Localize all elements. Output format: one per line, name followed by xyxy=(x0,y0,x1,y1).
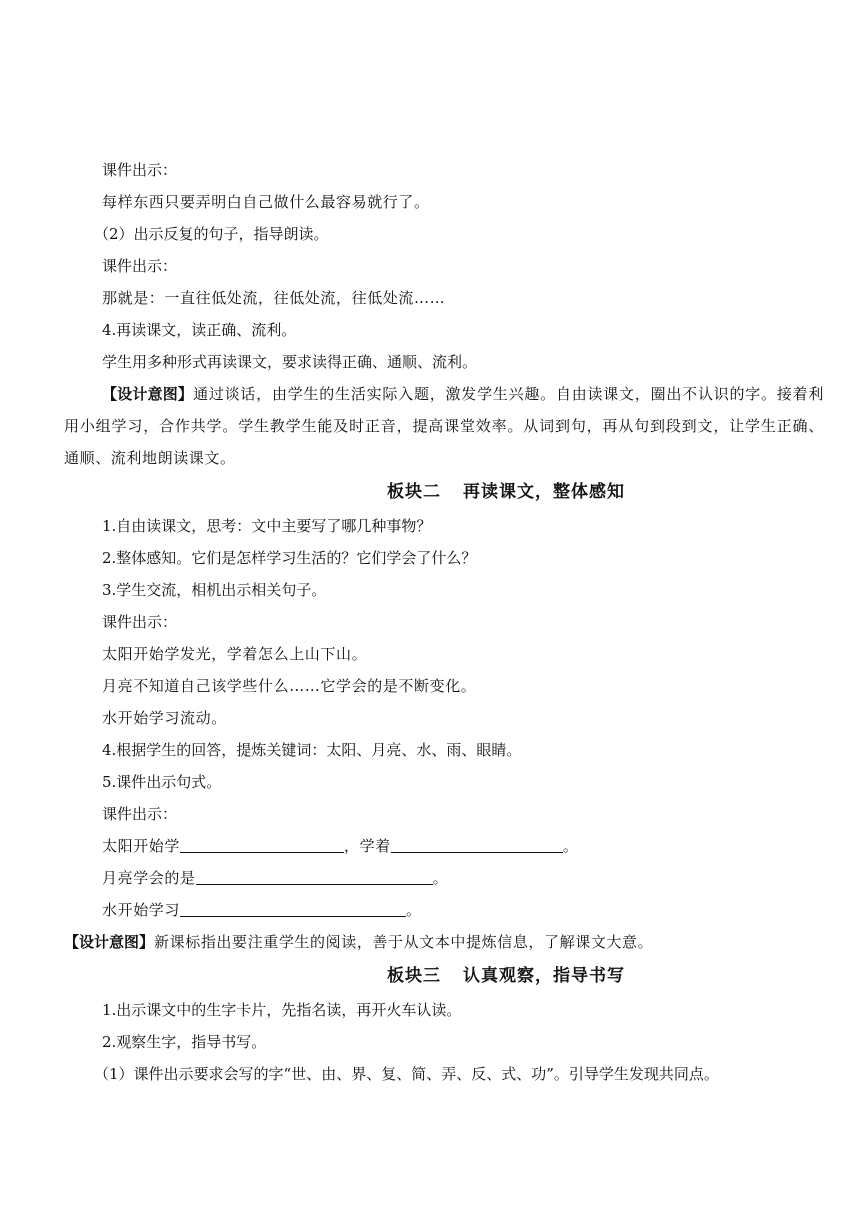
design-intent-paragraph xyxy=(64,378,824,474)
section-heading-3 xyxy=(64,958,824,994)
courseware-text: 太阳开始学发光，学着怎么上山下山。 xyxy=(102,645,368,663)
fill-blank xyxy=(180,902,406,917)
text-paragraph: （1）课件出示要求会写的字“世、由、界、复、简、弄、反、式、功”。引导学生发现共同点。 xyxy=(94,1065,719,1083)
design-intent-text: 新课标指出要注重学生的阅读，善于从文本中提炼信息，了解课文大意。 xyxy=(154,933,654,951)
section-title: 再读课文，整体感知 xyxy=(463,482,625,502)
courseware-text: 那就是：一直往低处流，往低处流，往低处流…… xyxy=(102,289,446,307)
section-title: 认真观察，指导书写 xyxy=(463,966,625,986)
fill-in-line xyxy=(64,830,824,862)
courseware-text: 月亮不知道自己该学些什么……它学会的是不断变化。 xyxy=(102,677,477,695)
text-line: 课件出示： xyxy=(102,805,178,823)
text-line: 课件出示： xyxy=(102,161,178,179)
design-intent-paragraph xyxy=(64,926,824,958)
text-line: 5.课件出示句式。 xyxy=(102,773,222,791)
text-line: 4.根据学生的回答，提炼关键词：太阳、月亮、水、雨、眼睛。 xyxy=(102,741,522,759)
fill-prefix: 水开始学习 xyxy=(102,901,181,919)
document-body xyxy=(64,154,824,1090)
fill-blank xyxy=(180,838,344,853)
fill-suffix: 。 xyxy=(562,837,579,855)
text-line: （2）出示反复的句子，指导朗读。 xyxy=(94,225,329,243)
design-intent-tag: 【设计意图】 xyxy=(102,385,194,403)
text-line: 课件出示： xyxy=(102,613,178,631)
section-label: 板块三 xyxy=(387,966,441,986)
text-line: 4.再读课文，读正确、流利。 xyxy=(102,321,297,339)
section-label: 板块二 xyxy=(387,482,441,502)
courseware-text: 每样东西只要弄明白自己做什么最容易就行了。 xyxy=(102,193,430,211)
fill-suffix: 。 xyxy=(432,869,449,887)
fill-prefix: 太阳开始学 xyxy=(102,837,181,855)
section-heading-2 xyxy=(64,474,824,510)
fill-blank xyxy=(391,838,563,853)
courseware-text: 水开始学习流动。 xyxy=(102,709,227,727)
fill-middle: ，学着 xyxy=(344,837,391,855)
fill-blank xyxy=(196,870,433,885)
text-line: 课件出示： xyxy=(102,257,178,275)
design-intent-tag: 【设计意图】 xyxy=(64,933,155,951)
fill-prefix: 月亮学会的是 xyxy=(102,869,196,887)
text-line: 2.整体感知。它们是怎样学习生活的？它们学会了什么？ xyxy=(102,549,477,567)
fill-in-line xyxy=(64,862,824,894)
fill-suffix: 。 xyxy=(406,901,422,919)
fill-in-line xyxy=(64,894,824,926)
text-line: 学生用多种形式再读课文，要求读得正确、通顺、流利。 xyxy=(102,353,478,371)
text-line: 1.出示课文中的生字卡片，先指名读，再开火车认读。 xyxy=(102,1001,462,1019)
text-line: 1.自由读课文，思考：文中主要写了哪几种事物？ xyxy=(102,517,432,535)
text-line: 2.观察生字，指导书写。 xyxy=(102,1033,267,1051)
design-intent-text: 通过谈话，由学生的生活实际入题，激发学生兴趣。自由读课文，圈出不认识的字。接着利用小组学习，合作共学。学生教学生能及时正音，提高课堂效率。从词到句，再从句到段到文，让学生正确、通顺、流利地朗读课文。 xyxy=(64,385,824,467)
text-line: 3.学生交流，相机出示相关句子。 xyxy=(102,581,327,599)
